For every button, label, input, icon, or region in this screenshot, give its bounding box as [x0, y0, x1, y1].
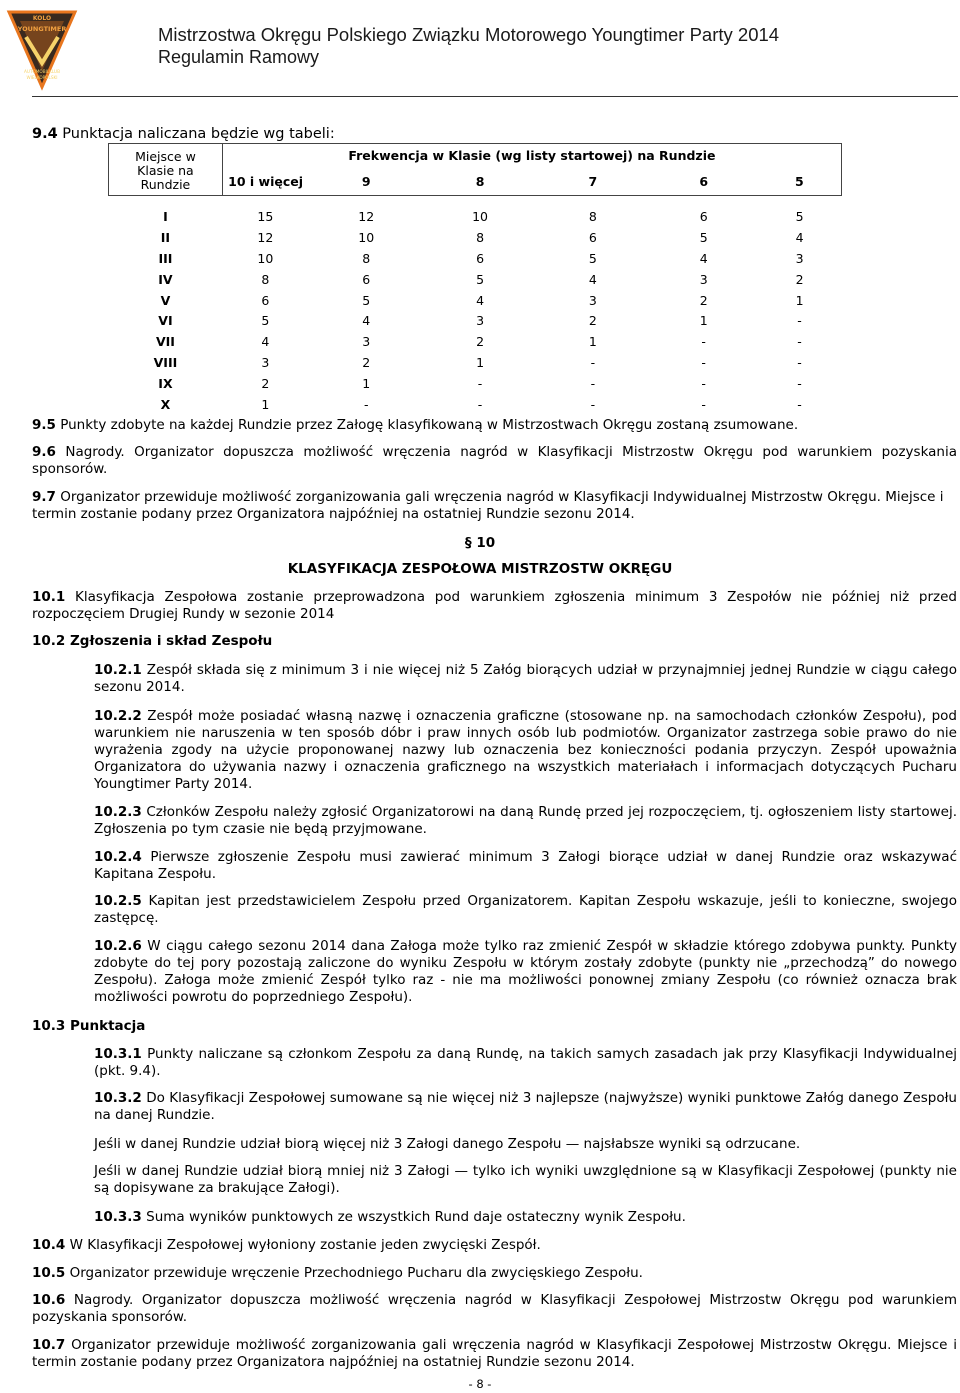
points-cell: 10 — [472, 209, 488, 225]
section-10-3-2-note-b: Jeśli w danej Rundzie udział biorą mniej niż 3 Załogi — tylko ich wyniki uwzględnione są w Klasyfikacji Zespołowej (punkty nie są dopisywane za brakujące Załogi). — [94, 1163, 957, 1196]
section-text: Punkty zdobyte na każdej Rundzie przez Załogę klasyfikowaną w Mistrzostwach Okręgu zostaną zsumowane. — [60, 417, 799, 433]
section-number: 9.6 — [32, 444, 56, 460]
section-10-5 — [32, 1265, 957, 1282]
col-header: 8 — [424, 168, 536, 196]
section-text: Punktacja naliczana będzie wg tabeli: — [62, 126, 335, 142]
points-cell: 3 — [699, 271, 708, 287]
place-cell: III — [158, 250, 173, 266]
section-10-2-1 — [94, 662, 957, 696]
points-cell: 12 — [358, 209, 375, 225]
table-row — [109, 373, 842, 394]
section-9-4 — [32, 126, 335, 142]
col-header: 5 — [758, 168, 842, 196]
points-cell: 6 — [362, 271, 371, 287]
points-cell: 1 — [795, 292, 804, 308]
points-table — [108, 143, 842, 414]
points-cell: - — [797, 396, 802, 412]
svg-text:AUTOMOBILKLUB: AUTOMOBILKLUB — [24, 69, 60, 74]
points-cell: 3 — [476, 313, 485, 329]
place-header: Miejsce w Klasie na Rundzie — [109, 144, 223, 196]
section-9-7 — [32, 489, 947, 523]
table-row — [109, 248, 842, 269]
section-heading: KLASYFIKACJA ZESPOŁOWA MISTRZOSTW OKRĘGU — [287, 561, 673, 577]
points-cell: 6 — [699, 209, 708, 225]
section-number: 10.1 — [32, 589, 66, 605]
points-cell: 12 — [257, 230, 274, 246]
points-cell: 2 — [699, 292, 708, 308]
section-text: Organizator przewiduje wręczenie Przechodniego Pucharu dla zwycięskiego Zespołu. — [69, 1265, 643, 1281]
points-cell: - — [701, 354, 706, 370]
section-10-2-4 — [94, 849, 957, 883]
place-cell: VI — [158, 313, 173, 329]
section-text: Pierwsze zgłoszenie Zespołu musi zawierać minimum 3 Załogi biorące udział w danej Rundzie oraz wskazywać Kapitana Zespołu. — [94, 849, 957, 882]
col-header: 7 — [536, 168, 650, 196]
points-cell: 8 — [588, 209, 597, 225]
points-cell: 5 — [261, 313, 270, 329]
section-text: Członków Zespołu należy zgłosić Organizatorowi na daną Rundę przed jej rozpoczęciem, tj. ogłoszeniem listy startowej. Zgłoszenia po tym czasie nie będą przyjmowane. — [94, 804, 957, 837]
section-text: Nagrody. Organizator dopuszcza możliwość wręczenia nagród w Klasyfikacji Mistrzostw Okręgu pod warunkiem pozyskania sponsorów. — [32, 444, 957, 477]
section-text: Punkty naliczane są członkom Zespołu za daną Rundę, na takich samych zasadach jak przy Klasyfikacji Indywidualnej (pkt. 9.4). — [94, 1046, 957, 1079]
section-number: 10.2.6 — [94, 938, 142, 954]
col-header: 6 — [650, 168, 758, 196]
place-cell: X — [160, 396, 171, 412]
section-number: 9.5 — [32, 417, 56, 433]
section-10-7 — [32, 1337, 957, 1371]
points-cell: 4 — [261, 334, 270, 350]
section-10-1 — [32, 589, 957, 623]
points-cell: - — [590, 354, 596, 370]
points-cell: 5 — [476, 271, 485, 287]
section-9-5 — [32, 417, 932, 434]
section-9-6 — [32, 444, 957, 478]
table-row — [109, 331, 842, 352]
points-cell: 4 — [588, 271, 597, 287]
place-cell: VIII — [153, 354, 178, 370]
attendance-header: Frekwencja w Klasie (wg listy startowej) na Rundzie — [222, 144, 841, 168]
paragraph-symbol: § 10 — [464, 535, 496, 551]
points-cell: - — [363, 396, 369, 412]
points-cell: 1 — [588, 334, 597, 350]
section-10-2-heading: 10.2 Zgłoszenia i skład Zespołu — [32, 633, 273, 649]
col-header: 10 i więcej — [222, 168, 308, 196]
section-10-2-2 — [94, 708, 957, 793]
section-text: Organizator przewiduje możliwość zorganizowania gali wręczenia nagród w Klasyfikacji Zespołowej Mistrzostw Okręgu. Miejsce i termin zostanie podany przez Organizatora najpóźniej na ostatniej Rundzie sezonu 2014. — [32, 1337, 957, 1370]
table-row — [109, 227, 842, 248]
points-cell: - — [590, 396, 596, 412]
points-cell: - — [477, 375, 483, 391]
section-number: 10.2.3 — [94, 804, 142, 820]
points-cell: 2 — [588, 313, 597, 329]
section-number: 10.3.1 — [94, 1046, 142, 1062]
table-row — [109, 269, 842, 290]
page-number: - 8 - — [468, 1377, 492, 1391]
svg-text:YOUNGTIMER: YOUNGTIMER — [17, 25, 67, 33]
section-text: Zespół składa się z minimum 3 i nie więcej niż 5 Załóg biorących udział w przynajmniej jednej Rundzie w ciągu całego sezonu 2014. — [94, 662, 957, 695]
place-cell: II — [160, 230, 171, 246]
points-cell: - — [701, 396, 706, 412]
points-cell: 4 — [362, 313, 371, 329]
points-cell: 2 — [476, 334, 485, 350]
points-cell: 2 — [362, 354, 371, 370]
section-number: 9.4 — [32, 126, 58, 142]
section-number: 10.3.3 — [94, 1209, 142, 1225]
section-10-2-5 — [94, 893, 957, 927]
points-cell: 6 — [588, 230, 597, 246]
place-cell: IX — [158, 375, 173, 391]
table-row — [109, 310, 842, 331]
section-10-3-heading: 10.3 Punktacja — [32, 1018, 146, 1034]
svg-text:WIELKOPOLSKI: WIELKOPOLSKI — [26, 75, 58, 80]
section-number: 10.6 — [32, 1292, 66, 1308]
points-cell: 10 — [358, 230, 375, 246]
points-cell: 4 — [476, 292, 485, 308]
points-cell: 15 — [257, 209, 274, 225]
points-cell: - — [477, 396, 483, 412]
section-10-3-2-note-a: Jeśli w danej Rundzie udział biorą więcej niż 3 Załogi danego Zespołu — najsłabsze wyniki są odrzucane. — [94, 1136, 801, 1152]
section-text: W ciągu całego sezonu 2014 dana Załoga może tylko raz zmienić Zespół w składzie którego zdobywa punkty. Punkty zdobyte do tej pory pozostają zaliczone do wyniku Zespołu w którym zostały zdobyte (punkty nie „przechodzą” do nowego Zespołu). Załoga może zmienić Zespół tylko raz - nie ma możliwości ponownej zmiany Zespołu (co również oznacza brak możliwości powrotu do poprzedniego Zespołu). — [94, 938, 957, 1005]
section-10-6 — [32, 1292, 957, 1326]
section-text: Nagrody. Organizator dopuszcza możliwość wręczenia nagród w Klasyfikacji Zespołowej Mistrzostw Okręgu pod warunkiem pozyskania sponsorów. — [32, 1292, 958, 1325]
points-cell: 8 — [261, 271, 270, 287]
section-text: Do Klasyfikacji Zespołowej sumowane są nie więcej niż 3 najlepsze (najwyższe) wyniki punktowe Załóg danego Zespołu na danej Rundzie. — [94, 1090, 957, 1123]
section-10-2-3 — [94, 804, 957, 838]
points-cell: - — [797, 313, 802, 329]
document-subtitle: Regulamin Ramowy — [158, 47, 320, 67]
place-cell: IV — [158, 271, 173, 287]
section-text: W Klasyfikacji Zespołowej wyłoniony zostanie jeden zwycięski Zespół. — [69, 1237, 541, 1253]
section-text: Klasyfikacja Zespołowa zostanie przeprowadzona pod warunkiem zgłoszenia minimum 3 Zespołów nie później niż przed rozpoczęciem Drugiej Rundy w sezonie 2014 — [32, 589, 957, 622]
points-cell: 6 — [476, 250, 485, 266]
section-text: Kapitan jest przedstawicielem Zespołu przed Organizatorem. Kapitan Zespołu wskazuje, jeśli to konieczne, swojego zastępcę. — [94, 893, 957, 926]
points-cell: 4 — [699, 250, 708, 266]
points-cell: 8 — [476, 230, 485, 246]
points-cell: 1 — [699, 313, 708, 329]
points-cell: 5 — [588, 250, 597, 266]
section-text: Suma wyników punktowych ze wszystkich Rund daje ostateczny wynik Zespołu. — [146, 1209, 686, 1225]
place-cell: I — [163, 209, 168, 225]
points-cell: - — [797, 354, 802, 370]
document-title: Mistrzostwa Okręgu Polskiego Związku Motorowego Youngtimer Party 2014 — [158, 24, 780, 45]
points-cell: 3 — [261, 354, 270, 370]
header-rule — [32, 96, 958, 97]
section-10-3-2 — [94, 1090, 957, 1124]
points-cell: 10 — [257, 250, 274, 266]
points-cell: 1 — [476, 354, 485, 370]
table-row — [109, 352, 842, 373]
section-number: 10.2.5 — [94, 893, 142, 909]
section-number: 10.7 — [32, 1337, 66, 1353]
points-cell: - — [701, 334, 706, 350]
points-cell: - — [797, 334, 802, 350]
section-10-2-6 — [94, 938, 957, 1006]
points-cell: 2 — [795, 271, 804, 287]
points-cell: 3 — [362, 334, 371, 350]
section-text: Zespół może posiadać własną nazwę i oznaczenia graficzne (stosowane np. na samochodach członków Zespołu), pod warunkiem nie naruszenia w ten sposób dóbr i praw innych osób lub podmiotów. Organizator zastrzega sobie prawo do nie wyrażenia zgody na użycie proponowanej nazwy lub oznaczenia bez konieczności podania przyczyn. Zespół upoważnia Organizatora do używania nazwy i oznaczenia graficznego na wszystkich materiałach i informacjach dotyczących Pucharu Youngtimer Party 2014. — [94, 708, 957, 792]
points-cell: 5 — [362, 292, 371, 308]
section-10-3-1 — [94, 1046, 957, 1080]
points-cell: 1 — [261, 396, 270, 412]
section-number: 10.3.2 — [94, 1090, 142, 1106]
points-cell: 8 — [362, 250, 371, 266]
section-10-3-3 — [94, 1209, 957, 1226]
points-cell: - — [701, 375, 706, 391]
points-cell: - — [590, 375, 596, 391]
svg-text:KOLO: KOLO — [32, 15, 52, 22]
points-cell: 5 — [699, 230, 708, 246]
table-row — [109, 290, 842, 311]
points-cell: 3 — [588, 292, 597, 308]
section-number: 10.2.4 — [94, 849, 142, 865]
section-number: 10.2.2 — [94, 708, 142, 724]
section-number: 10.2.1 — [94, 662, 142, 678]
points-cell: 6 — [261, 292, 270, 308]
section-text: Organizator przewiduje możliwość zorganizowania gali wręczenia nagród w Klasyfikacji Indywidualnej Mistrzostw Okręgu. Miejsce i termin zostanie podany przez Organizatora najpóźniej na ostatniej Rundzie sezonu 2014. — [32, 489, 944, 522]
points-cell: 3 — [795, 250, 804, 266]
section-number: 9.7 — [32, 489, 56, 505]
points-cell: 2 — [261, 375, 270, 391]
points-cell: 1 — [362, 375, 371, 391]
youngtimer-logo — [6, 7, 78, 91]
section-number: 10.5 — [32, 1265, 66, 1281]
points-cell: 5 — [795, 209, 804, 225]
points-cell: - — [797, 375, 802, 391]
table-row — [109, 207, 842, 228]
place-cell: V — [160, 292, 171, 308]
section-10-4 — [32, 1237, 957, 1254]
place-cell: VII — [155, 334, 175, 350]
col-header: 9 — [308, 168, 424, 196]
points-cell: 4 — [795, 230, 804, 246]
section-number: 10.4 — [32, 1237, 66, 1253]
table-row — [109, 394, 842, 415]
